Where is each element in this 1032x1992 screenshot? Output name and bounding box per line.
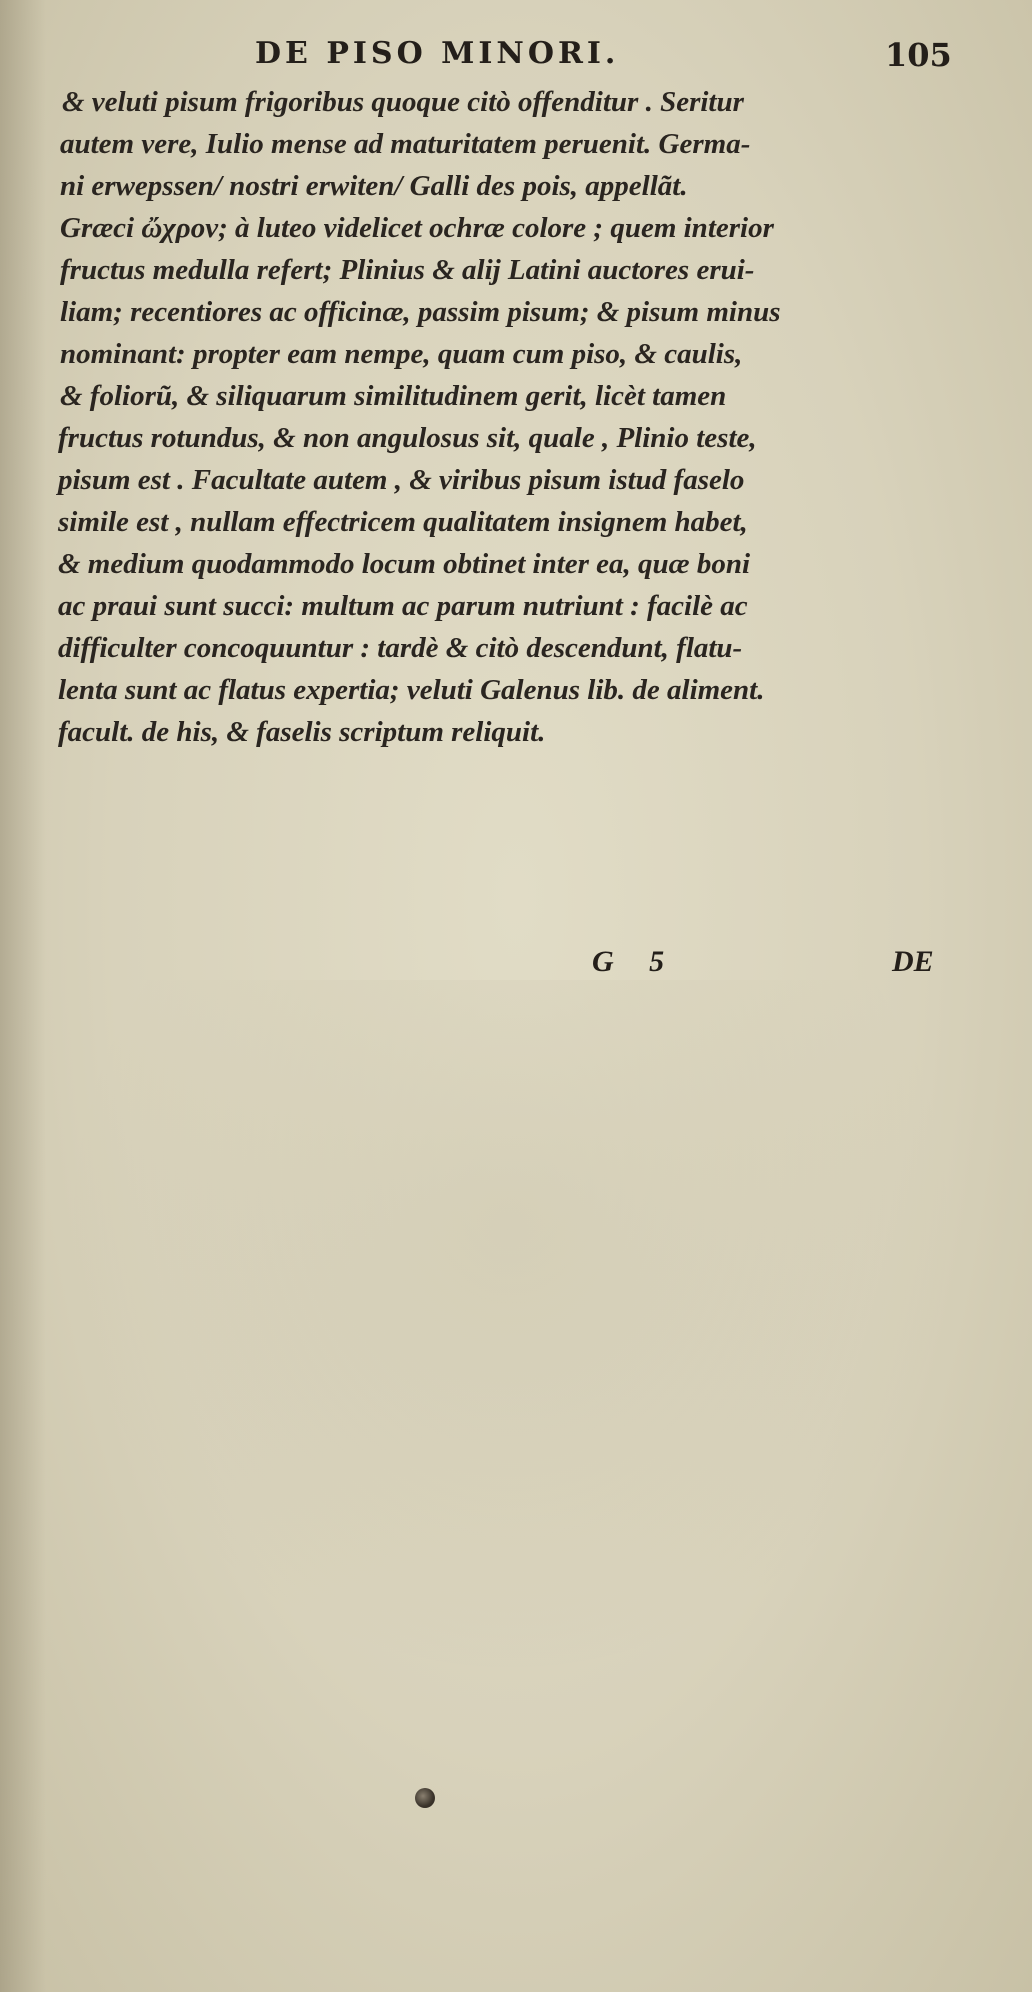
text-line: & veluti pisum frigoribus quoque citò offenditur . Seritur bbox=[62, 86, 744, 118]
page-gutter-shadow bbox=[0, 0, 46, 1992]
page-header bbox=[0, 36, 1032, 76]
running-head: DE PISO MINORI. bbox=[255, 36, 620, 71]
text-line: nominant: propter eam nempe, quam cum piso, & caulis, bbox=[60, 338, 743, 370]
catchword: DE bbox=[892, 945, 934, 978]
text-line: facult. de his, & faselis scriptum reliquit. bbox=[58, 716, 546, 748]
text-line: & foliorũ, & siliquarum similitudinem gerit, licèt tamen bbox=[60, 380, 727, 412]
page-number: 105 bbox=[885, 36, 952, 74]
text-line: fructus medulla refert; Plinius & alij Latini auctores erui- bbox=[60, 254, 755, 286]
text-line: Græci ὤχρον; à luteo videlicet ochræ colore ; quem interior bbox=[60, 212, 774, 244]
text-line: ni erwepssen/ nostri erwiten/ Galli des pois, appellãt. bbox=[60, 170, 688, 202]
text-line: autem vere, Iulio mense ad maturitatem peruenit. Germa- bbox=[60, 128, 751, 160]
text-line: fructus rotundus, & non angulosus sit, quale , Plinio teste, bbox=[58, 422, 757, 454]
text-line: ac praui sunt succi: multum ac parum nutriunt : facilè ac bbox=[58, 590, 748, 622]
text-line: lenta sunt ac flatus expertia; veluti Galenus lib. de aliment. bbox=[58, 674, 765, 706]
text-line: difficulter concoquuntur : tardè & citò descendunt, flatu- bbox=[58, 632, 743, 664]
text-line: & medium quodammodo locum obtinet inter ea, quæ boni bbox=[58, 548, 751, 580]
ink-blot bbox=[415, 1788, 435, 1808]
text-line: liam; recentiores ac officinæ, passim pisum; & pisum minus bbox=[60, 296, 781, 328]
show-through-texture bbox=[60, 980, 960, 1680]
text-line: simile est , nullam effectricem qualitatem insignem habet, bbox=[58, 506, 748, 538]
page-footer bbox=[0, 945, 1032, 985]
text-line: pisum est . Facultate autem , & viribus pisum istud faselo bbox=[58, 464, 745, 496]
signature-mark: G 5 bbox=[592, 945, 679, 978]
